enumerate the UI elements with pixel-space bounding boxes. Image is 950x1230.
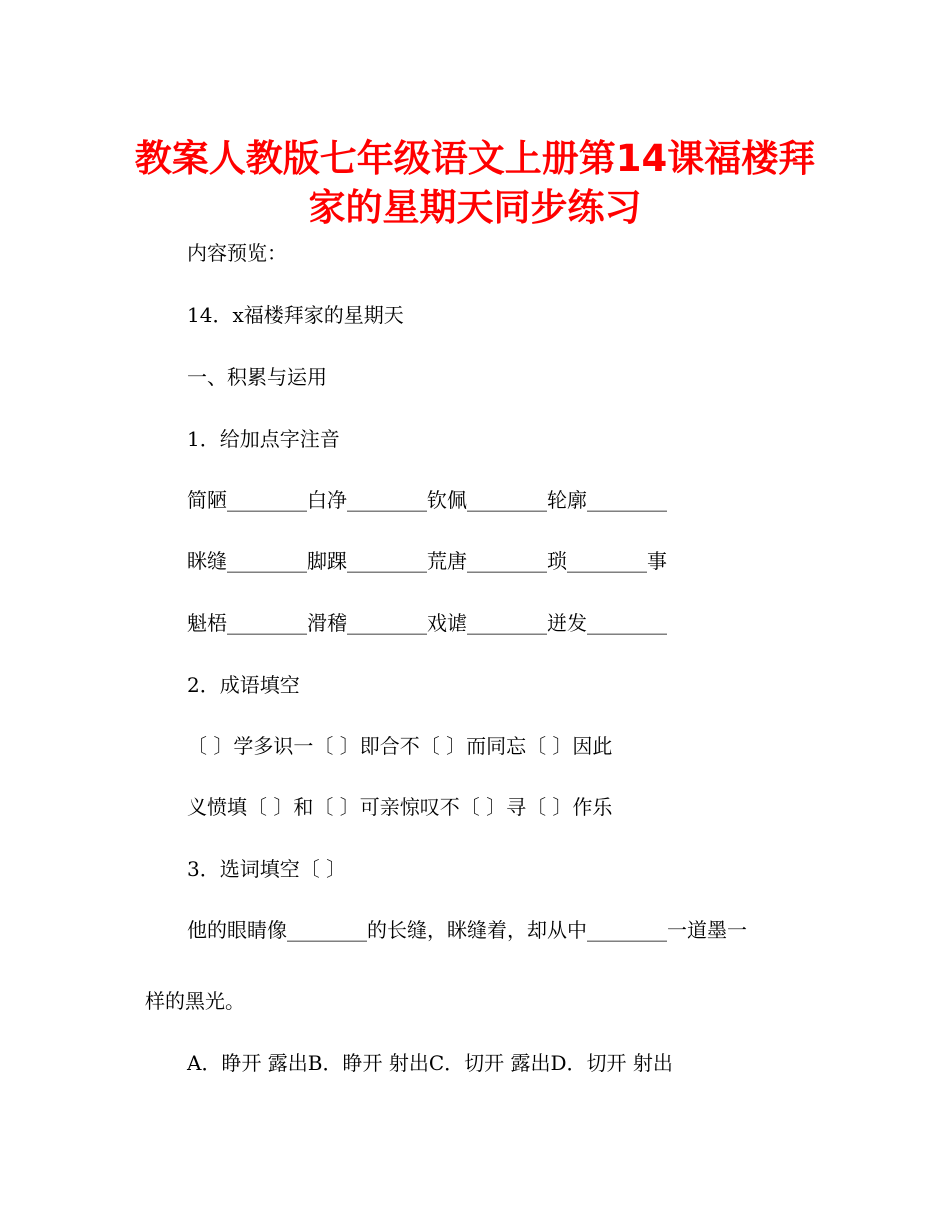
pinyin-line-2: 眯缝________脚踝________荒唐________琐________事 <box>187 549 667 573</box>
idiom-line-2: 义愤填〔 〕和〔 〕可亲惊叹不〔 〕寻〔 〕作乐 <box>187 795 613 819</box>
content-preview-label: 内容预览： <box>187 241 287 265</box>
question-3-options: A．睁开 露出B．睁开 射出C．切开 露出D．切开 射出 <box>187 1051 673 1075</box>
section-heading-accumulation: 一、积累与运用 <box>187 365 327 389</box>
pinyin-line-3: 魁梧________滑稽________戏谑________迸发________ <box>187 611 667 635</box>
question-1-heading: 1．给加点字注音 <box>187 427 340 451</box>
pinyin-line-1: 简陋________白净________钦佩________轮廓________ <box>187 488 667 512</box>
question-3-sentence: 他的眼睛像________的长缝，眯缝着，却从中________一道墨一 <box>187 918 747 942</box>
idiom-line-1: 〔 〕学多识一〔 〕即合不〔 〕而同忘〔 〕因此 <box>187 734 613 758</box>
lesson-heading: 14．x福楼拜家的星期天 <box>187 303 404 327</box>
question-3-sentence-continued: 样的黑光。 <box>145 989 245 1013</box>
question-2-heading: 2．成语填空 <box>187 673 300 697</box>
document-title-line-1: 教案人教版七年级语文上册第14课福楼拜 <box>134 137 816 180</box>
question-3-heading: 3．选词填空〔 〕 <box>187 857 347 881</box>
document-title-line-2: 家的星期天同步练习 <box>308 186 642 229</box>
